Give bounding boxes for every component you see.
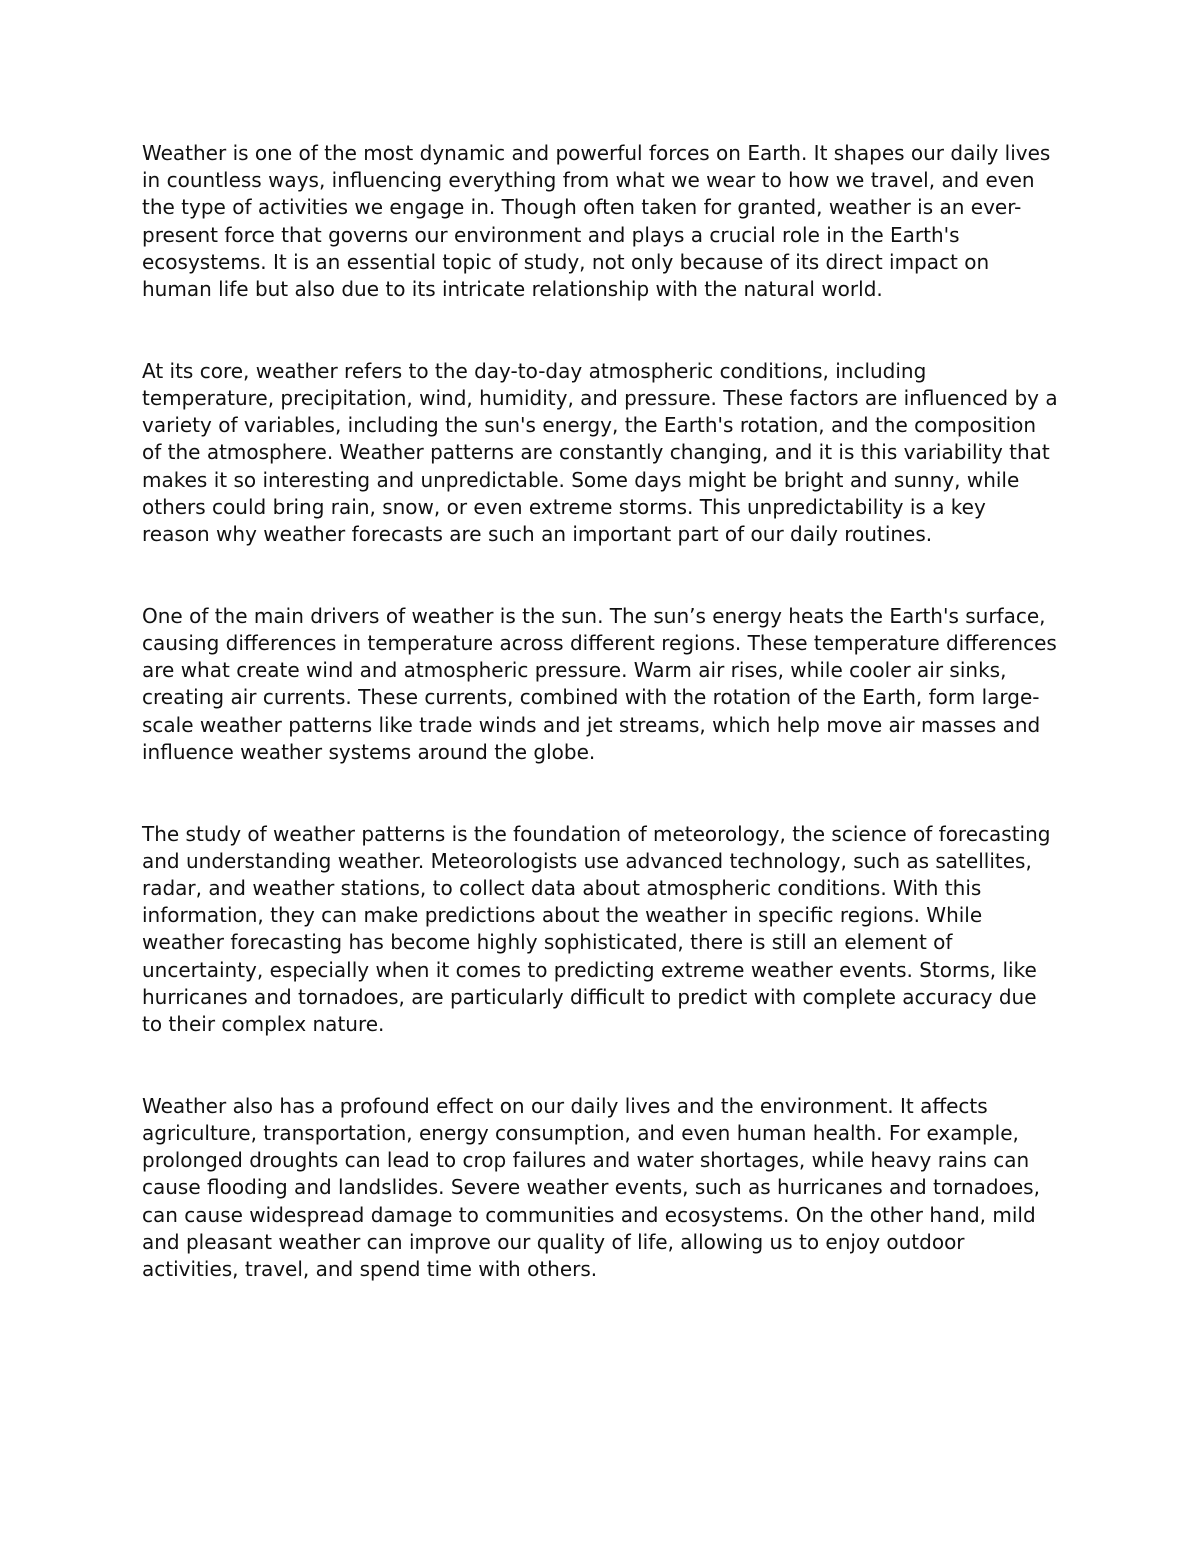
paragraph-intro: Weather is one of the most dynamic and powerful forces on Earth. It shapes our daily lives in countless ways, influencing everything from what we wear to how we travel, and even the type of activities we engage in. Though often taken for granted, weather is an ever-present force that governs our environment and plays a crucial role in the Earth's ecosystems. It is an essential topic of study, not only because of its direct impact on human life but also due to its intricate relationship with the natural world. — [142, 141, 1051, 302]
document-body — [142, 140, 1058, 1338]
paragraph-meteorology: The study of weather patterns is the foundation of meteorology, the science of forecasting and understanding weather. Meteorologists use advanced technology, such as satellites, radar, and weather stations, to collect data about atmospheric conditions. With this information, they can make predictions about the weather in specific regions. While weather forecasting has become highly sophisticated, there is still an element of uncertainty, especially when it comes to predicting extreme weather events. Storms, like hurricanes and tornadoes, are particularly difficult to predict with complete accuracy due to their complex nature. — [142, 821, 1051, 1037]
paragraph-sun-driver: One of the main drivers of weather is the sun. The sun’s energy heats the Earth's surface, causing differences in temperature across different regions. These temperature differences are what create wind and atmospheric pressure. Warm air rises, while cooler air sinks, creating air currents. These currents, combined with the rotation of the Earth, form large-scale weather patterns like trade winds and jet streams, which help move air masses and influence weather systems around the globe. — [142, 603, 1057, 764]
paragraph-effects: Weather also has a profound effect on our daily lives and the environment. It affects agriculture, transportation, energy consumption, and even human health. For example, prolonged droughts can lead to crop failures and water shortages, while heavy rains can cause flooding and landslides. Severe weather events, such as hurricanes and tornadoes, can cause widespread damage to communities and ecosystems. On the other hand, mild and pleasant weather can improve our quality of life, allowing us to enjoy outdoor activities, travel, and spend time with others. — [142, 1093, 1040, 1282]
paragraph-atmospheric-conditions: At its core, weather refers to the day-to-day atmospheric conditions, including temperature, precipitation, wind, humidity, and pressure. These factors are influenced by a variety of variables, including the sun's energy, the Earth's rotation, and the composition of the atmosphere. Weather patterns are constantly changing, and it is this variability that makes it so interesting and unpredictable. Some days might be bright and sunny, while others could bring rain, snow, or even extreme storms. This unpredictability is a key reason why weather forecasts are such an important part of our daily routines. — [142, 358, 1058, 547]
